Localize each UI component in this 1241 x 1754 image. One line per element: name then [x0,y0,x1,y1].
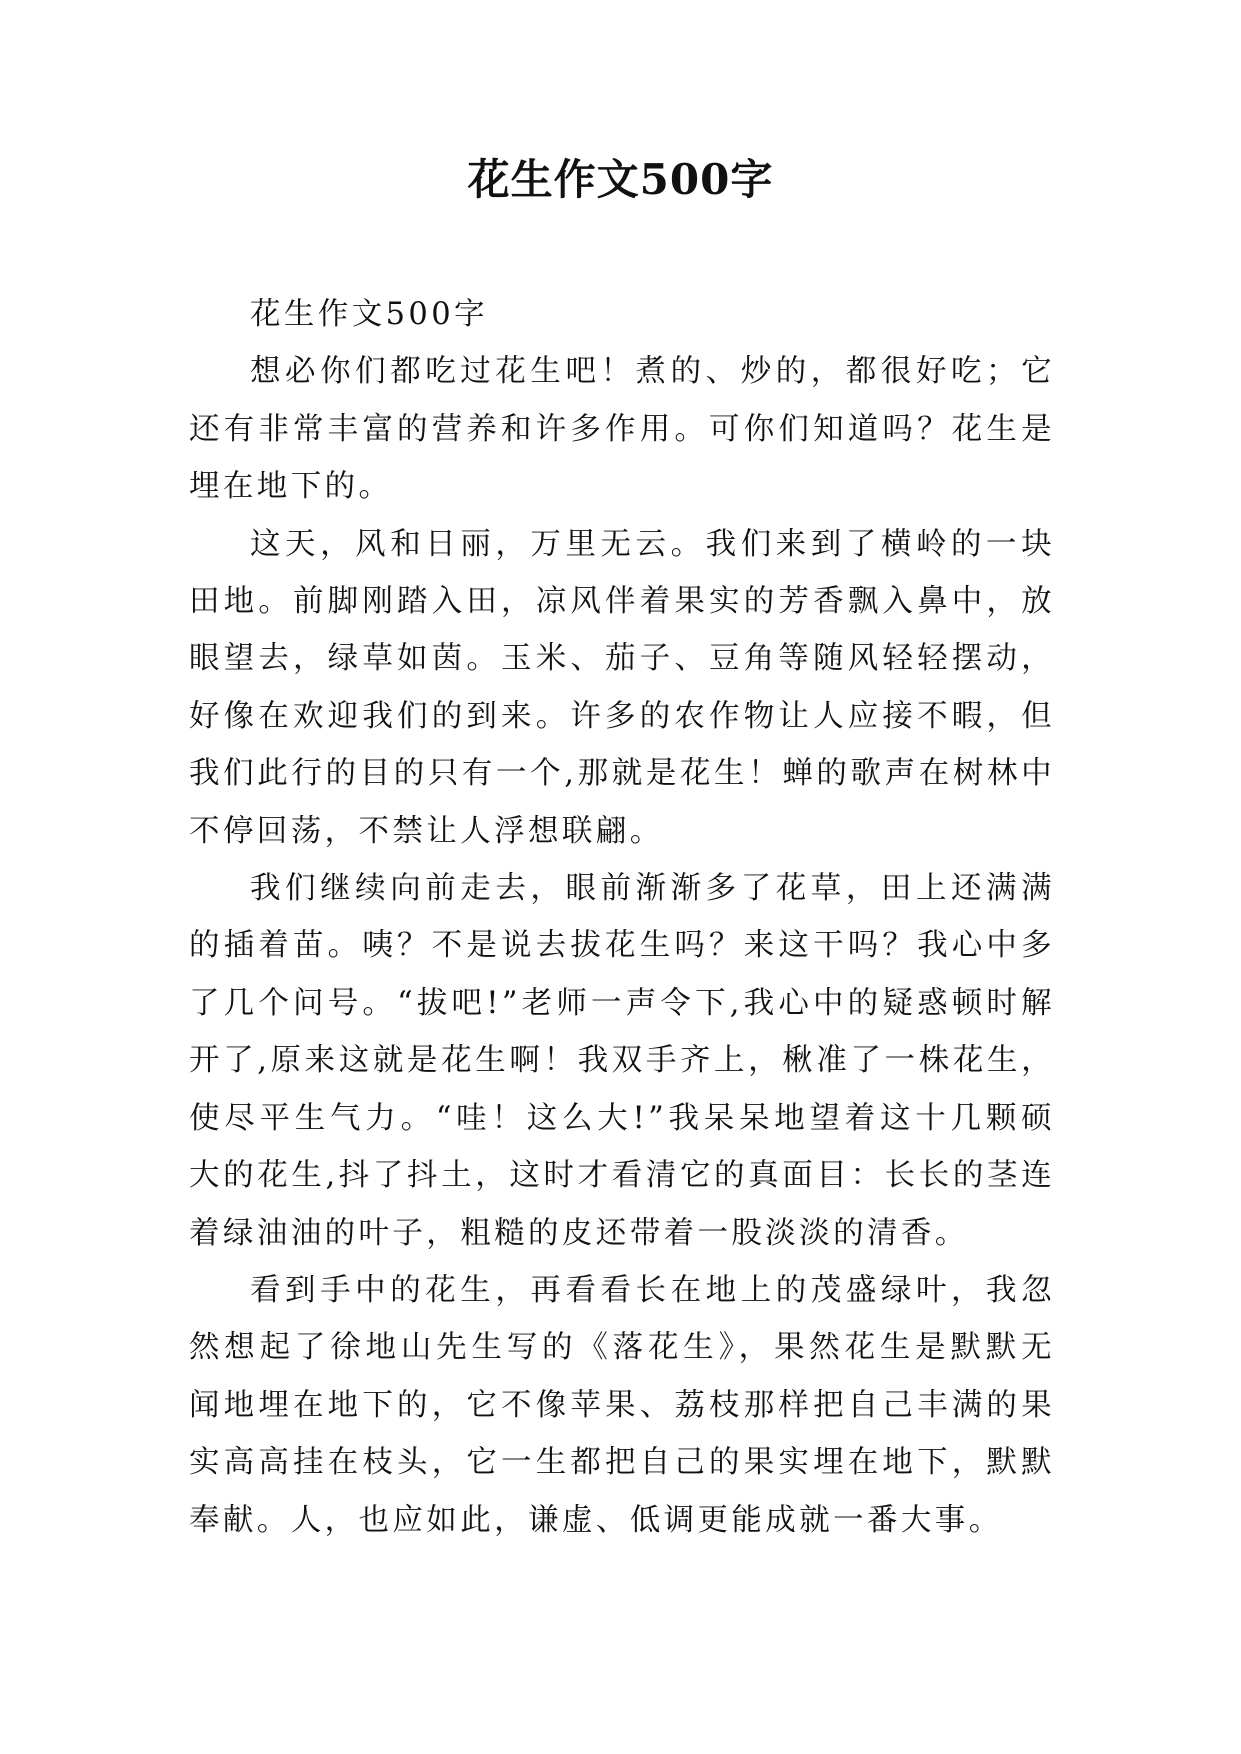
paragraph-intro: 想必你们都吃过花生吧！煮的、炒的，都很好吃；它还有非常丰富的营养和许多作用。可你们知道吗？花生是埋在地下的。 [189,354,1055,505]
paragraph-pulling-peanuts: 我们继续向前走去，眼前渐渐多了花草，田上还满满的插着苗。咦？不是说去拔花生吗？来这干吗？我心中多了几个问号。“拔吧!”老师一声令下,我心中的疑惑顿时解开了,原来这就是花生啊！我双手齐上，楸准了一株花生，使尽平生气力。“哇！这么大!”我呆呆地望着这十几颗硕大的花生,抖了抖土，这时才看清它的真面目：长长的茎连着绿油油的叶子，粗糙的皮还带着一股淡淡的清香。 [189,871,1055,1251]
document-title: 花生作文500字 [467,155,774,204]
paragraph-reflection: 看到手中的花生，再看看长在地上的茂盛绿叶，我忽然想起了徐地山先生写的《落花生》，果然花生是默默无闻地埋在地下的，它不像苹果、荔枝那样把自己丰满的果实高高挂在枝头，它一生都把自己的果实埋在地下，默默奉献。人，也应如此，谦虚、低调更能成就一番大事。 [189,1272,1055,1538]
document-body [189,286,1055,1549]
paragraph-field-visit: 这天，风和日丽，万里无云。我们来到了横岭的一块田地。前脚刚踏入田，凉风伴着果实的芳香飘入鼻中，放眼望去，绿草如茵。玉米、茄子、豆角等随风轻轻摆动，好像在欢迎我们的到来。许多的农作物让人应接不暇，但我们此行的目的只有一个,那就是花生！蝉的歌声在树林中不停回荡，不禁让人浮想联翩。 [189,526,1055,849]
paragraph-subtitle: 花生作文500字 [250,297,488,332]
